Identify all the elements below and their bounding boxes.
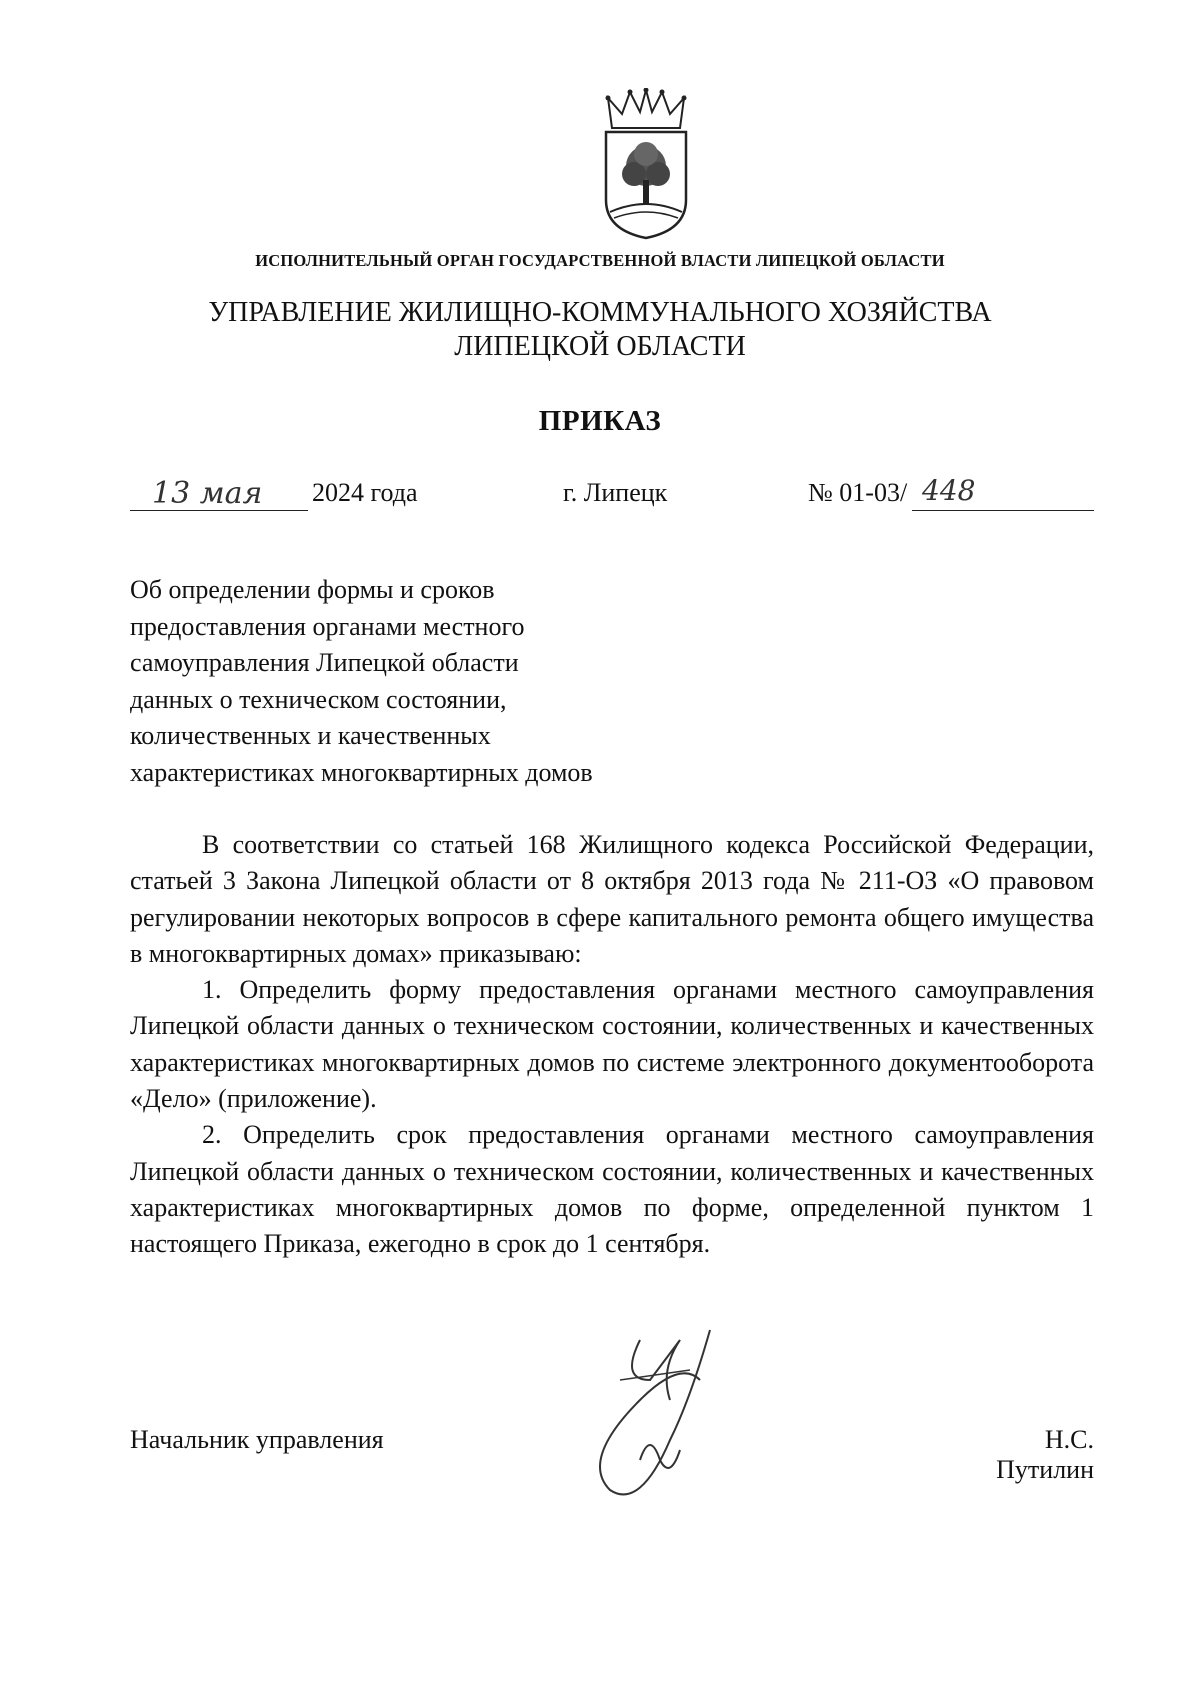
city: г. Липецк	[563, 478, 668, 507]
order-subject	[130, 572, 690, 791]
body-paragraph: 2. Определить срок предоставления органами местного самоуправления Липецкой области данных о техническом состоянии, количественных и качественных характеристиках многоквартирных домов по форме, определенной пунктом 1 настоящего Приказа, ежегодно в срок до 1 сентября.	[130, 1120, 1094, 1259]
subject-line: Об определении формы и сроков	[130, 575, 495, 604]
document-type-title: ПРИКАЗ	[538, 405, 662, 437]
handwritten-signature-icon	[580, 1320, 780, 1520]
subject-line: предоставления органами местного	[130, 611, 525, 641]
subject-line: самоуправления Липецкой области	[130, 648, 519, 677]
date-handwritten: 13 мая	[152, 476, 263, 511]
order-number-prefix: № 01-03/	[808, 478, 908, 507]
signer-position: Начальник управления	[130, 1425, 384, 1454]
department-line-1: УПРАВЛЕНИЕ ЖИЛИЩНО-КОММУНАЛЬНОГО ХОЗЯЙСТВА	[208, 297, 992, 328]
department-line-2: ЛИПЕЦКОЙ ОБЛАСТИ	[454, 331, 746, 362]
number-underline	[912, 510, 1094, 511]
department-name	[0, 296, 1200, 364]
subject-line: данных о техническом состоянии,	[130, 684, 507, 714]
order-body	[130, 827, 1094, 1263]
body-paragraph: 1. Определить форму предоставления органами местного самоуправления Липецкой области данных о техническом состоянии, количественных и качественных характеристиках многоквартирных домов по системе электронного документооборота «Дело» (приложение).	[130, 975, 1094, 1114]
body-paragraph: В соответствии со статьей 168 Жилищного кодекса Российской Федерации, статьей 3 Закона Липецкой области от 8 октября 2013 года № 211-ОЗ «О правовом регулировании некоторых вопросов в сфере капитального ремонта общего имущества в многоквартирных домах» приказываю:	[130, 830, 1094, 968]
coat-of-arms-icon	[590, 88, 702, 240]
authority-name: ИСПОЛНИТЕЛЬНЫЙ ОРГАН ГОСУДАРСТВЕННОЙ ВЛАСТИ ЛИПЕЦКОЙ ОБЛАСТИ	[255, 251, 945, 270]
signer-name: Н.С. Путилин	[996, 1425, 1094, 1484]
order-number-handwritten: 448	[922, 474, 976, 507]
subject-line: характеристиках многоквартирных домов	[130, 757, 593, 787]
subject-line: количественных и качественных	[130, 721, 491, 750]
date-year: 2024 года	[312, 478, 418, 507]
